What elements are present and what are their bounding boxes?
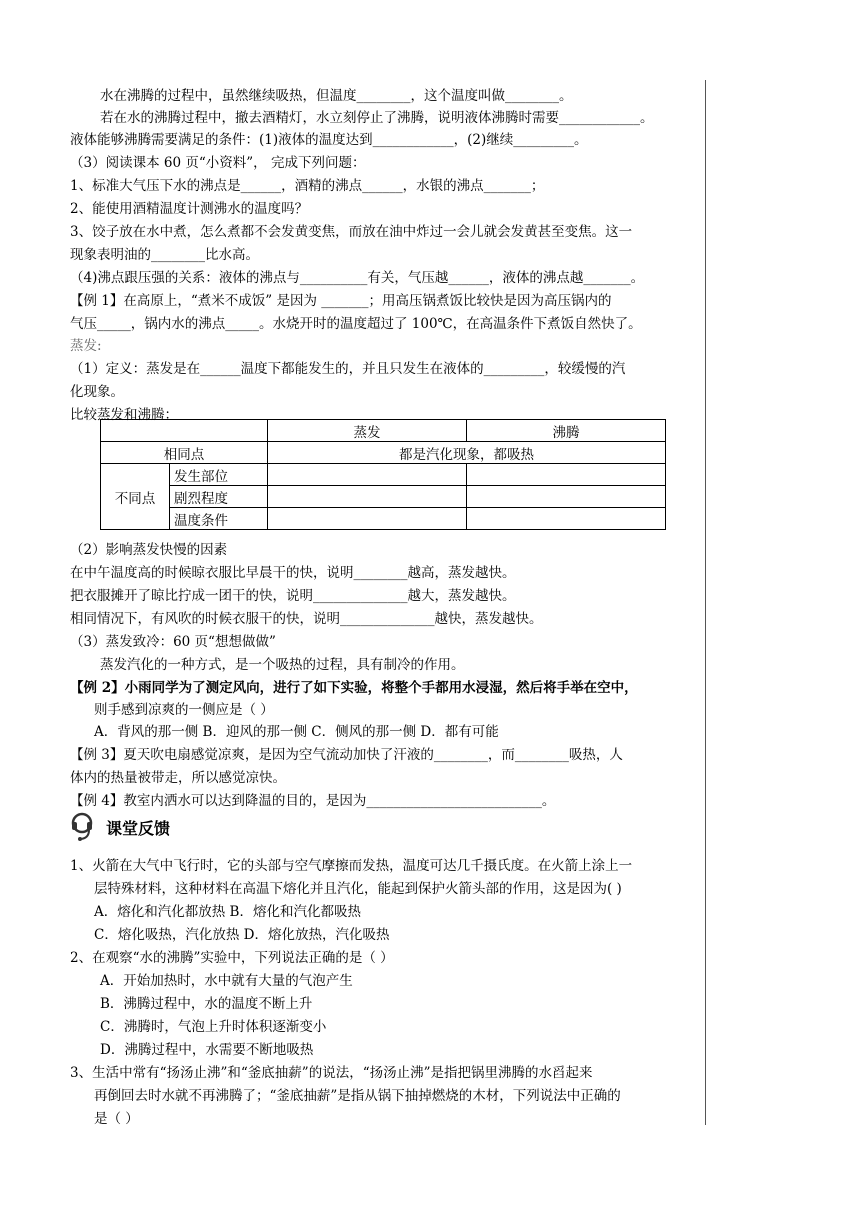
text-line: （3）蒸发致冷：60 页“想想做做” — [70, 634, 276, 650]
text-line: 再倒回去时水就不再沸腾了；“釜底抽薪”是指从锅下抽掉燃烧的木材，下列说法中正确的 — [94, 1088, 621, 1104]
example-line: 【例 1】在高原上，“煮米不成饭” 是因为 _______；用高压锅煮饭比较快是因为高压锅内的 — [70, 293, 612, 309]
question-line: 1、火箭在大气中飞行时，它的头部与空气摩擦而发热，温度可达几千摄氏度。在火箭上涂上一 — [70, 858, 633, 874]
table-cell — [467, 486, 666, 508]
text-line: 水在沸腾的过程中，虽然继续吸热，但温度________，这个温度叫做________。 — [100, 88, 573, 104]
headset-icon — [70, 812, 96, 842]
text-line: 1、标准大气压下水的沸点是______，酒精的沸点______，水银的沸点_______； — [70, 178, 545, 194]
options-line: C．熔化吸热，汽化放热 D．熔化放热，汽化吸热 — [94, 927, 390, 943]
option-line: B．沸腾过程中，水的温度不断上升 — [100, 996, 313, 1012]
column-divider — [705, 80, 706, 1125]
text-line: 比较蒸发和沸腾： — [70, 407, 178, 423]
option-line: C．沸腾时，气泡上升时体积逐渐变小 — [100, 1019, 327, 1035]
text-line: 是（ ） — [94, 1111, 139, 1127]
text-line: 若在水的沸腾过程中，撤去酒精灯，水立刻停止了沸腾，说明液体沸腾时需要____________。 — [100, 110, 654, 126]
table-cell — [467, 508, 666, 530]
question-line: 3、生活中常有“扬汤止沸”和“釜底抽薪”的说法，“扬汤止沸”是指把锅里沸腾的水舀起来 — [70, 1065, 593, 1081]
options-line: A．熔化和汽化都放热 B．熔化和汽化都吸热 — [94, 904, 361, 920]
example-line: 【例 2】小雨同学为了测定风向，进行了如下实验，将整个手都用水浸湿，然后将手举在空中， — [70, 680, 638, 696]
text-line: 现象表明油的________比水高。 — [70, 247, 259, 263]
text-line: 则手感到凉爽的一侧应是（ ） — [94, 702, 274, 718]
table-row-label: 温度条件 — [170, 508, 268, 530]
text-line: 液体能够沸腾需要满足的条件：(1)液体的温度达到____________，(2)继续_________。 — [70, 132, 588, 148]
example-line: 【例 4】教室内洒水可以达到降温的目的，是因为__________________________。 — [70, 793, 556, 809]
text-line: 3、饺子放在水中煮，怎么煮都不会发黄变焦，而放在油中炸过一会儿就会发黄甚至变焦。这一 — [70, 224, 633, 240]
text-line: 气压_____，锅内水的沸点_____。水烧开时的温度超过了 100℃，在高温条件下煮饭自然快了。 — [70, 316, 642, 332]
example-line: 【例 3】夏天吹电扇感觉凉爽，是因为空气流动加快了汗液的________，而________吸热，人 — [70, 747, 623, 763]
text-line: 把衣服摊开了晾比拧成一团干的快，说明______________越大，蒸发越快。 — [70, 588, 516, 604]
table-row-label: 不同点 — [101, 464, 170, 530]
feedback-title: 课堂反馈 — [106, 818, 171, 838]
table-cell — [268, 508, 467, 530]
text-line: （2）影响蒸发快慢的因素 — [70, 542, 228, 558]
text-line: 在中午温度高的时候晾衣服比早晨干的快，说明________越高，蒸发越快。 — [70, 565, 516, 581]
option-line: A．开始加热时，水中就有大量的气泡产生 — [100, 973, 353, 989]
text-line: （1）定义：蒸发是在______温度下都能发生的，并且只发生在液体的_________，较缓慢的汽 — [70, 361, 626, 377]
text-line: 相同情况下，有风吹的时候衣服干的快，说明______________越快，蒸发越快。 — [70, 611, 543, 627]
table-header-evaporation: 蒸发 — [268, 420, 467, 442]
table-header-boiling: 沸腾 — [467, 420, 666, 442]
text-line: 化现象。 — [70, 384, 124, 400]
comparison-table — [100, 419, 666, 530]
text-line: （3）阅读课本 60 页“小资料”， 完成下列问题： — [70, 155, 366, 171]
section-heading: 蒸发: — [70, 338, 102, 354]
text-line: （4)沸点跟压强的关系：液体的沸点与__________有关，气压越______，液体的沸点越_______。 — [70, 270, 645, 286]
table-row-label: 剧烈程度 — [170, 486, 268, 508]
table-row-label: 发生部位 — [170, 464, 268, 486]
feedback-header — [70, 812, 170, 842]
text-line: 体内的热量被带走，所以感觉凉快。 — [70, 770, 286, 786]
question-line: 2、在观察“水的沸腾”实验中，下列说法正确的是（ ） — [70, 950, 394, 966]
table-cell: 都是汽化现象，都吸热 — [268, 442, 666, 464]
table-cell — [268, 464, 467, 486]
table-cell — [268, 486, 467, 508]
text-line: 蒸发汽化的一种方式，是一个吸热的过程，具有制冷的作用。 — [100, 657, 465, 673]
table-cell — [467, 464, 666, 486]
option-line: D．沸腾过程中，水需要不断地吸热 — [100, 1042, 314, 1058]
text-line: 层特殊材料，这种材料在高温下熔化并且汽化，能起到保护火箭头部的作用，这是因为( ) — [94, 881, 622, 897]
table-row-label: 相同点 — [101, 442, 268, 464]
text-line: 2、能使用酒精温度计测沸水的温度吗？ — [70, 201, 309, 217]
options-line: A．背风的那一侧 B．迎风的那一侧 C．侧风的那一侧 D．都有可能 — [94, 724, 499, 740]
